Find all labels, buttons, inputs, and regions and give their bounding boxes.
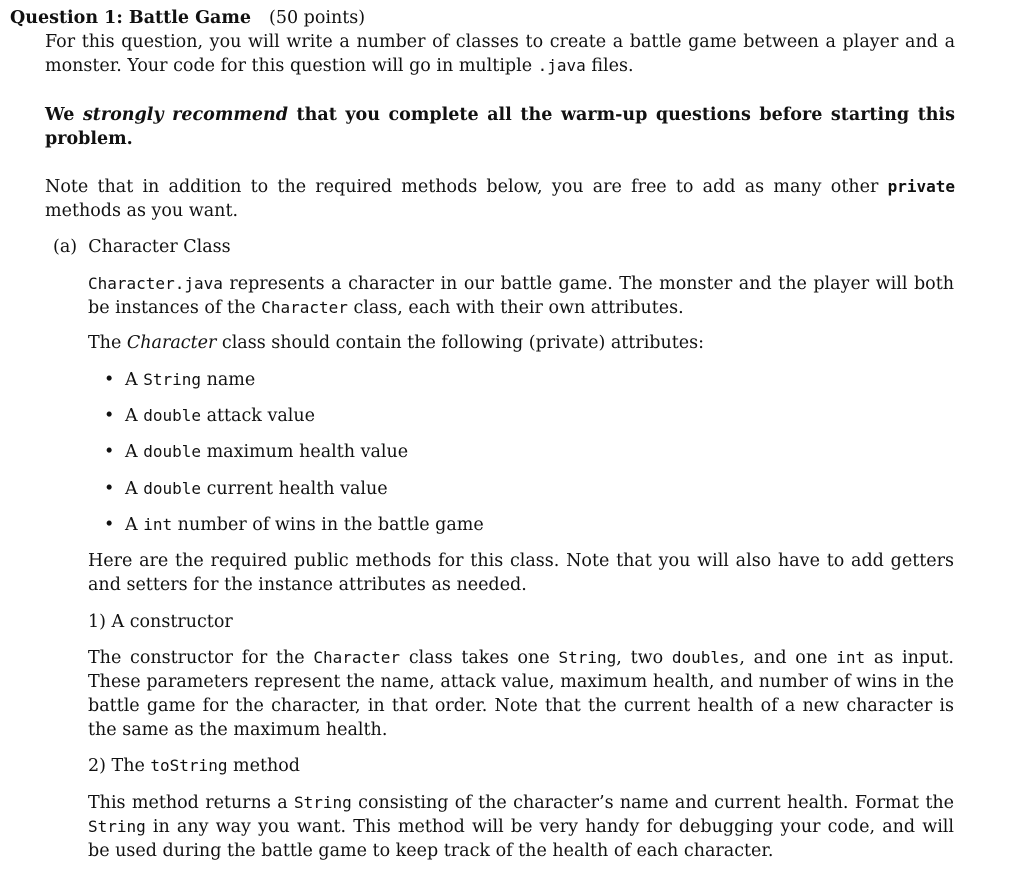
note-code: private <box>887 177 955 196</box>
class-name-code: Character <box>261 298 348 317</box>
attributes-intro-text: The <box>88 333 127 353</box>
bullet-text-end: current health value <box>201 479 388 499</box>
list-item <box>104 440 408 464</box>
bullet-text-end: name <box>201 370 256 390</box>
tostring-text: consisting of the character’s name and current health. Format the <box>351 793 955 813</box>
tostring-text: This method returns a <box>88 793 294 813</box>
constructor-text: as input. These parameters represent the name, attack value, maximum health, and number of wins in the battle game for the character, in that order. Note that the current health of a new character is the same as the maximum health. <box>88 648 954 740</box>
class-file-code: Character.java <box>88 274 223 293</box>
list-item <box>104 368 255 392</box>
bullet-code: double <box>143 479 201 498</box>
constructor-code: Character <box>313 648 401 667</box>
bullet-code: double <box>143 406 201 425</box>
constructor-text: , and one <box>739 648 837 668</box>
constructor-paragraph <box>88 646 954 742</box>
constructor-text: class takes one <box>400 648 559 668</box>
tostring-heading-code: toString <box>150 756 228 775</box>
tostring-heading-end: method <box>227 756 301 776</box>
question-heading <box>10 6 365 30</box>
question-title: Question 1: Battle Game <box>10 8 252 28</box>
class-description <box>88 272 954 320</box>
bullet-code: double <box>143 442 201 461</box>
tostring-text: in any way you want. This method will be very handy for debugging your code, and will be used during the battle game to keep track of the health of each character. <box>88 817 954 861</box>
intro-paragraph <box>45 30 955 78</box>
question-points: (50 points) <box>269 8 366 28</box>
attributes-intro-emphasis: Character <box>126 333 217 353</box>
attributes-intro <box>88 331 954 355</box>
bullet-icon: • <box>104 479 115 499</box>
bullet-text-end: maximum health value <box>201 442 409 462</box>
tostring-paragraph <box>88 791 954 863</box>
tostring-heading-text: 2) The <box>88 756 151 776</box>
methods-intro: Here are the required public methods for this class. Note that you will also have to add getters and setters for the instance attributes as needed. <box>88 551 954 595</box>
list-item <box>104 513 484 537</box>
note-text-end: methods as you want. <box>45 201 239 221</box>
bullet-text: A <box>125 370 144 390</box>
intro-text-end: files. <box>585 56 634 76</box>
bullet-text: A <box>125 515 144 535</box>
list-item <box>104 404 315 428</box>
bullet-icon: • <box>104 370 115 390</box>
recommend-text: We <box>45 105 83 125</box>
bullet-icon: • <box>104 406 115 426</box>
recommend-emphasis: strongly recommend <box>82 105 288 125</box>
bullet-code: int <box>143 515 173 534</box>
bullet-text: A <box>125 406 144 426</box>
constructor-text: , two <box>616 648 672 668</box>
constructor-code: String <box>558 648 617 667</box>
constructor-heading: 1) A constructor <box>88 612 233 632</box>
bullet-code: String <box>143 370 201 389</box>
tostring-code: String <box>88 817 146 836</box>
part-a-heading <box>53 235 231 259</box>
list-item <box>104 477 388 501</box>
class-description-end: class, each with their own attributes. <box>347 298 684 318</box>
bullet-icon: • <box>104 515 115 535</box>
attributes-intro-end: class should contain the following (private) attributes: <box>216 333 705 353</box>
recommend-text-end: that you complete all the warm-up questions before starting this problem. <box>45 105 955 149</box>
note-text: Note that in addition to the required methods below, you are free to add as many other <box>45 177 888 197</box>
constructor-code: int <box>836 648 866 667</box>
class-description-text: represents a character in our battle game. The monster and the player will both be instances of the <box>88 274 954 318</box>
bullet-text: A <box>125 442 144 462</box>
constructor-text: The constructor for the <box>88 648 314 668</box>
tostring-heading <box>88 754 954 778</box>
bullet-text-end: number of wins in the battle game <box>172 515 484 535</box>
part-a-label: (a) <box>53 237 78 257</box>
intro-code: .java <box>537 56 586 75</box>
bullet-text-end: attack value <box>201 406 316 426</box>
note-paragraph <box>45 175 955 223</box>
intro-text: For this question, you will write a number of classes to create a battle game between a player and a monster. Your code for this question will go in multiple <box>45 32 955 76</box>
recommend-paragraph <box>45 103 955 151</box>
part-a-title: Character Class <box>88 237 231 257</box>
constructor-code: doubles <box>671 648 740 667</box>
bullet-icon: • <box>104 442 115 462</box>
bullet-text: A <box>125 479 144 499</box>
tostring-code: String <box>294 793 352 812</box>
